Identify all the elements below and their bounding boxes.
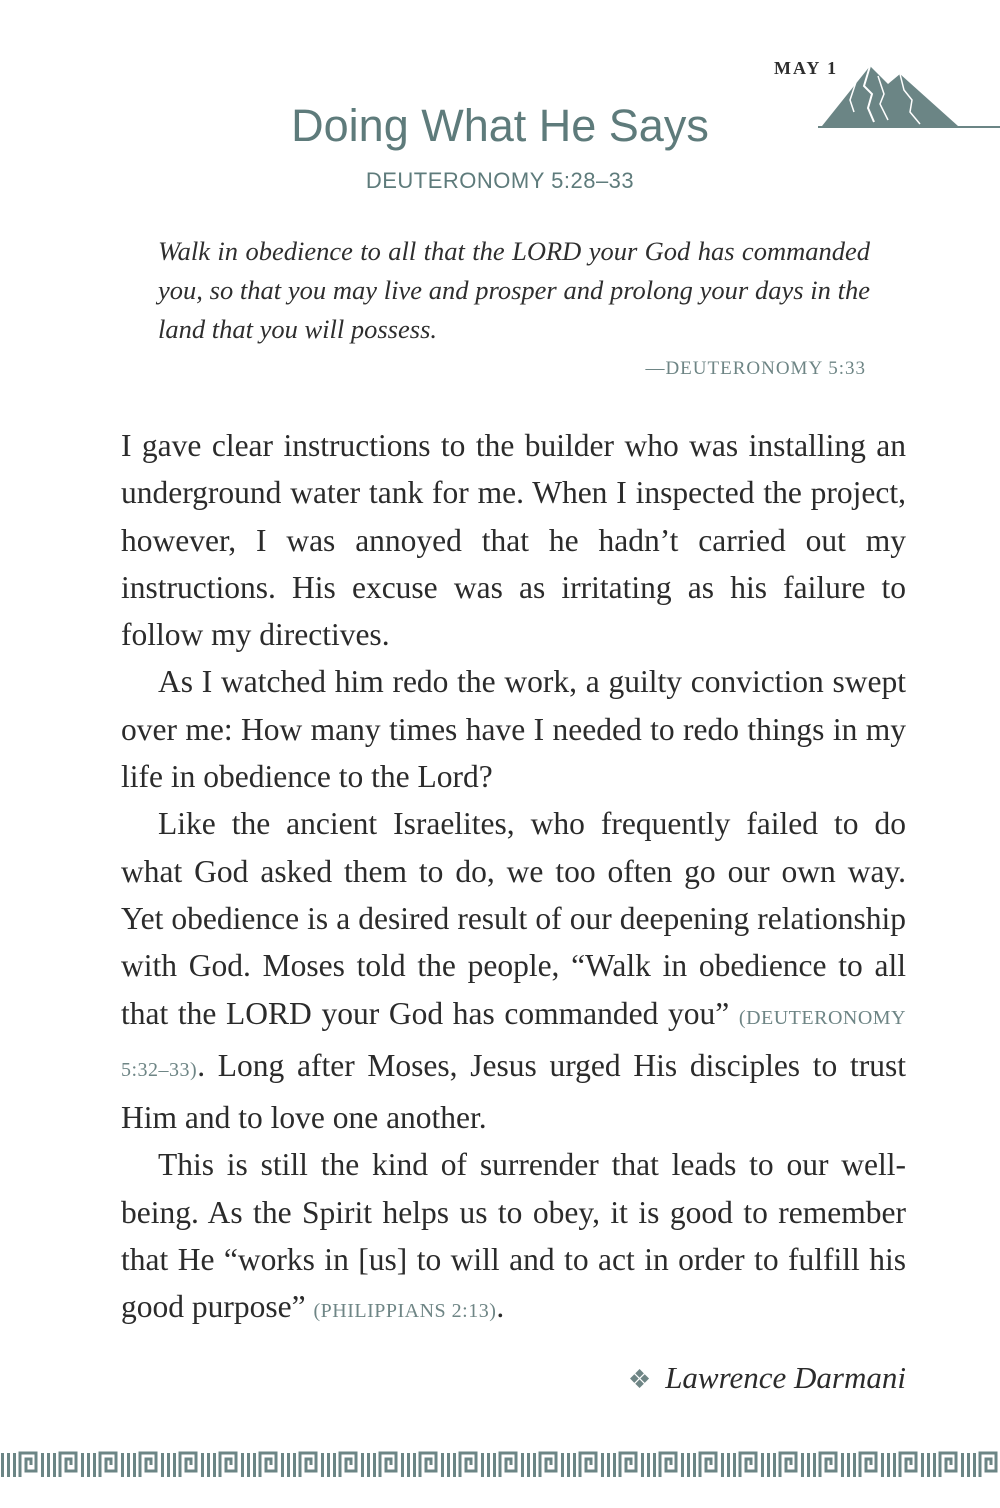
scripture-citation: (DEUTERONOMY 5:32–33) xyxy=(121,1006,907,1081)
decorative-border xyxy=(0,1448,1000,1482)
paragraph-4-text: This is still the kind of surrender that leads to our well-being. As the Spirit helps us to obey, it is good to remember that He “works in [us] to will and to act in order to fulfill his good purpose” xyxy=(121,1147,906,1325)
paragraph-4-text-end: . xyxy=(496,1289,505,1325)
paragraph-2: As I watched him redo the work, a guilty conviction swept over me: How many times have I needed to redo things in my life in obedience to the Lord? xyxy=(121,664,906,795)
author-name: Lawrence Darmani xyxy=(665,1360,906,1395)
key-verse-reference: —DEUTERONOMY 5:33 xyxy=(645,358,866,379)
author-signature xyxy=(628,1360,906,1396)
scripture-citation: (PHILIPPIANS 2:13) xyxy=(313,1300,497,1323)
key-verse: Walk in obedience to all that the LORD your God has commanded you, so that you may live and prosper and prolong your days in the land that you will possess. xyxy=(158,236,870,344)
page-date: MAY 1 xyxy=(774,58,839,78)
page-title: Doing What He Says xyxy=(291,100,709,151)
reading-reference: DEUTERONOMY 5:28–33 xyxy=(365,168,635,193)
paragraph-3 xyxy=(121,800,906,1141)
paragraph-3-text: Like the ancient Israelites, who frequently failed to do what God asked them to do, we too often go our own way. Yet obedience is a desired result of our deepening relationship with God. Moses told the people, “Walk in obedience to all that the LORD your God has commanded you” xyxy=(121,806,906,1031)
paragraph-1: I gave clear instructions to the builder who was installing an underground water tank for me. When I inspected the project, however, I was annoyed that he hadn’t carried out my instructions. His excuse was as irritating as his failure to follow my directives. xyxy=(121,428,906,653)
ornament-icon: ❖ xyxy=(627,1365,652,1394)
paragraph-4 xyxy=(121,1141,906,1335)
devotional-body xyxy=(121,422,906,1336)
paragraph-3-text-end: . Long after Moses, Jesus urged His disciples to trust Him and to love one another. xyxy=(121,1047,906,1136)
